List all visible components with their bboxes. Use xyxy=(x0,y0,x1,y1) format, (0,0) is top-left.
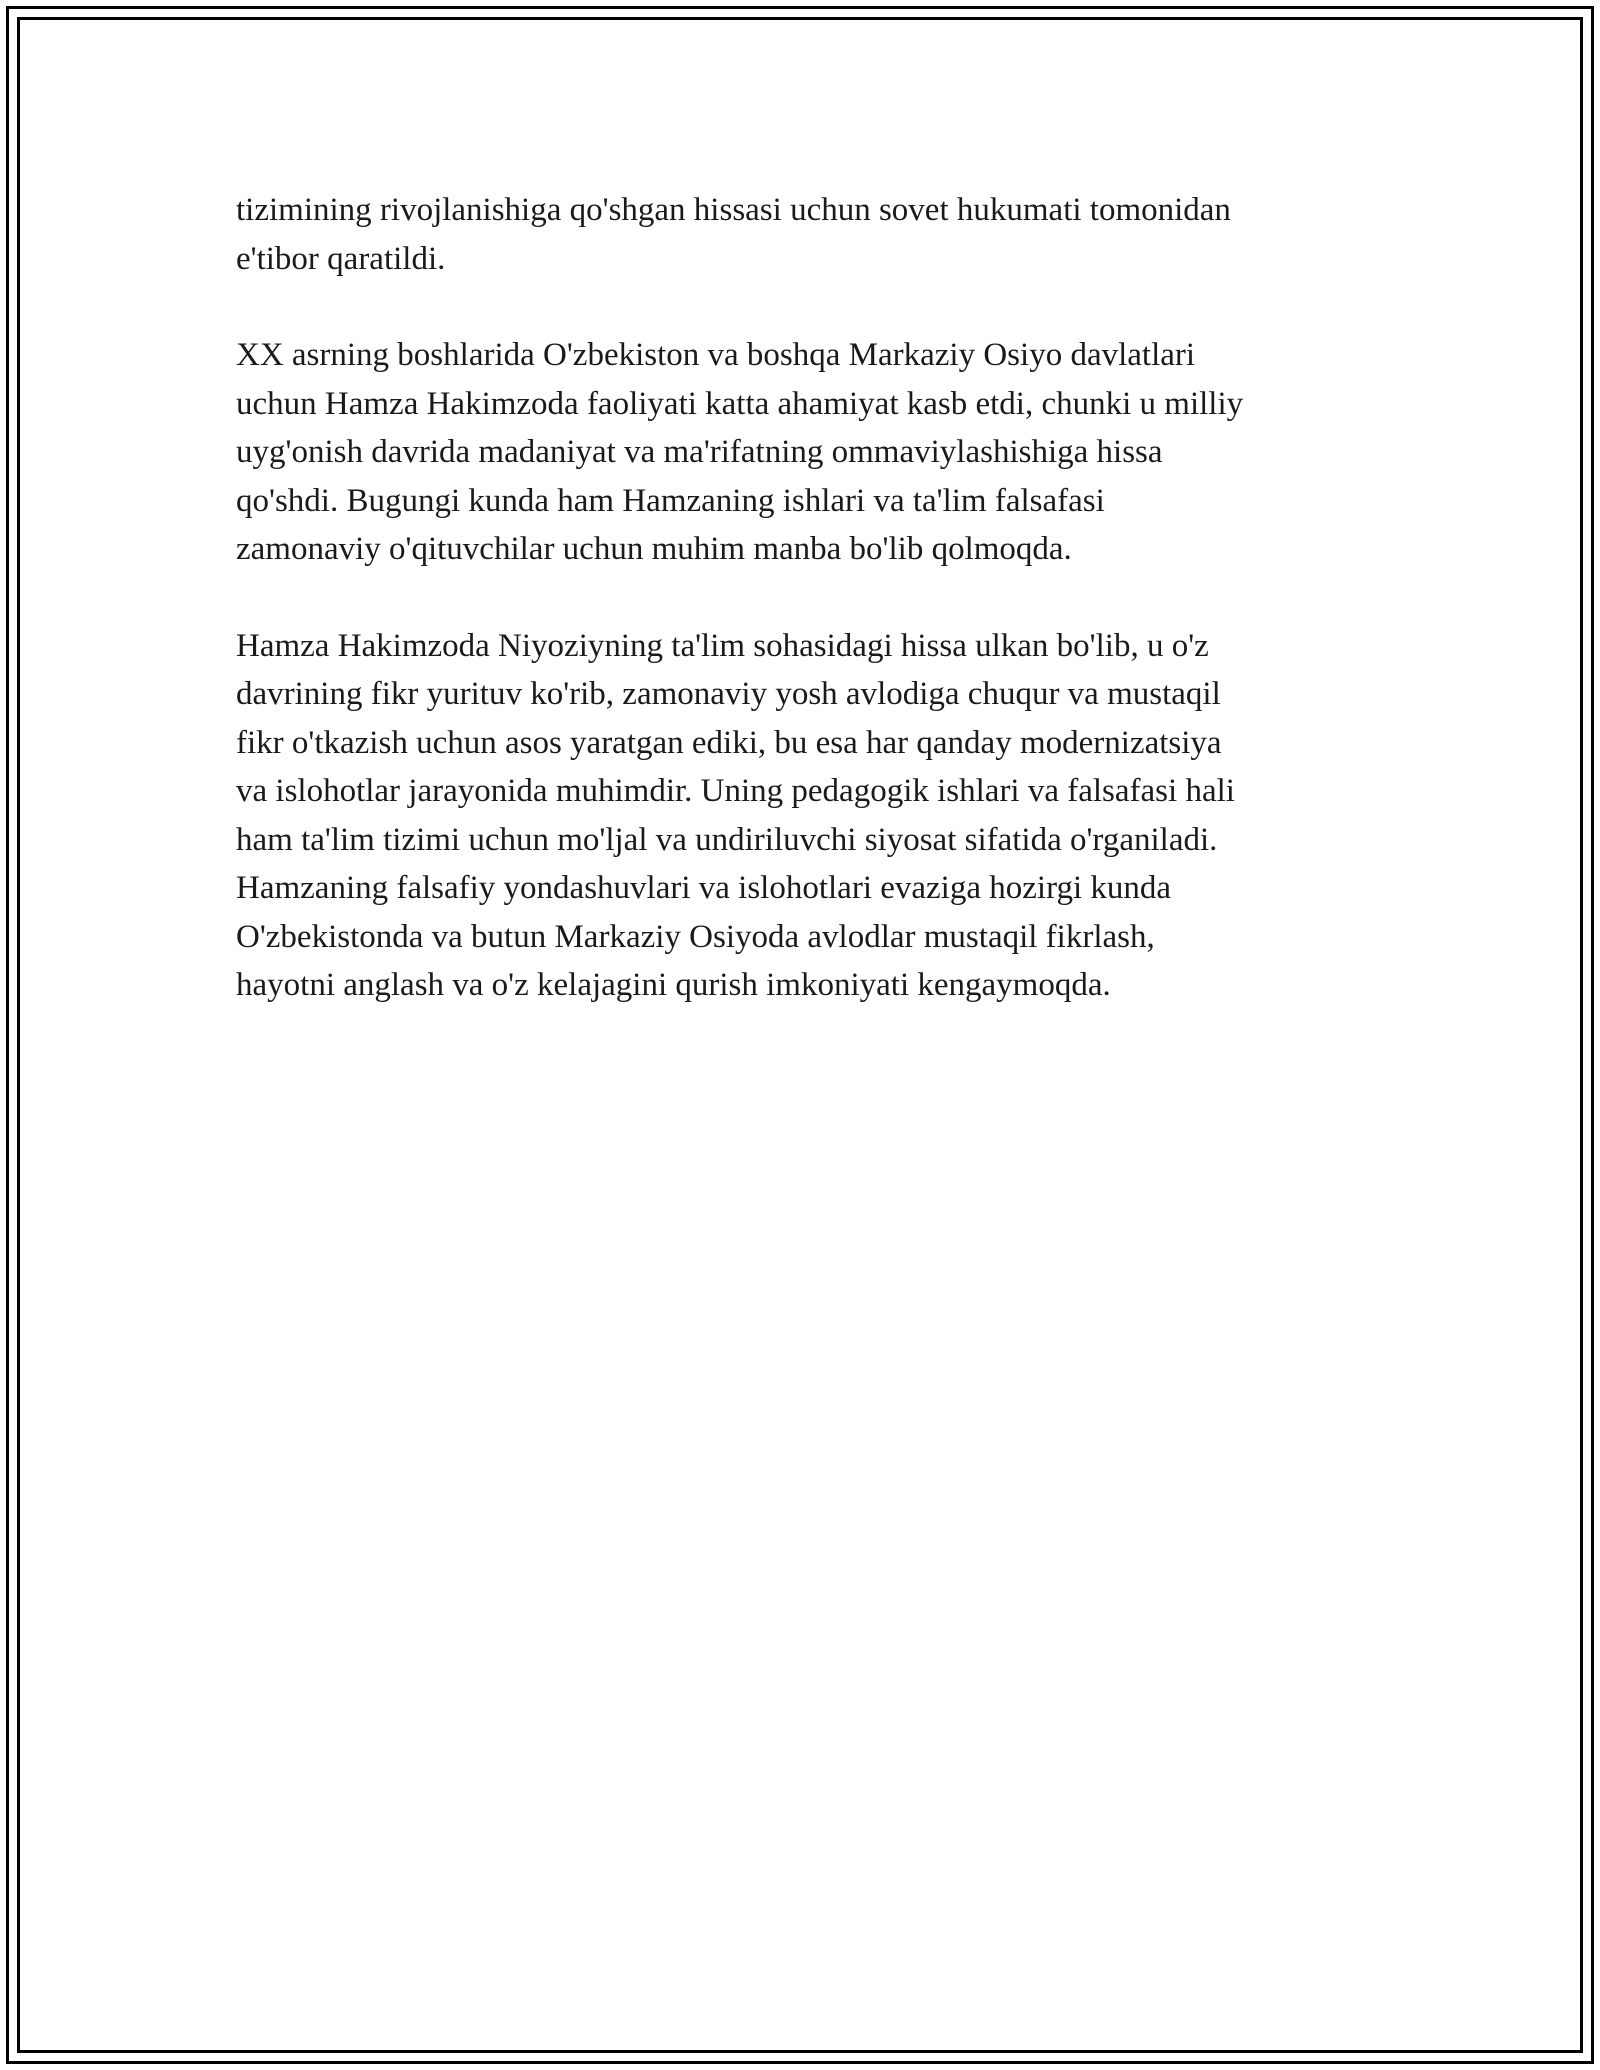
paragraph-3: Hamza Hakimzoda Niyoziyning ta'lim sohasidagi hissa ulkan bo'lib, u o'z davrining fikr yurituv ko'rib, zamonaviy yosh avlodiga chuqur va mustaqil fikr o'tkazish uchun asos yaratgan ediki, bu esa har qanday modernizatsiya va islohotlar jarayonida muhimdir. Uning pedagogik ishlari va falsafasi hali ham ta'lim tizimi uchun mo'ljal va undiriluvchi siyosat sifatida o'rganiladi. Hamzaning falsafiy yondashuvlari va islohotlari evaziga hozirgi kunda O'zbekistonda va butun Markaziy Osiyoda avlodlar mustaqil fikrlash, hayotni anglash va o'z kelajagini qurish imkoniyati kengaymoqda. xyxy=(236,627,1235,1003)
paragraph-1: tizimining rivojlanishiga qo'shgan hissasi uchun sovet hukumati tomonidan e'tibor qaratildi. xyxy=(236,192,1231,277)
paragraph-2: XX asrning boshlarida O'zbekiston va boshqa Markaziy Osiyo davlatlari uchun Hamza Hakimzoda faoliyati katta ahamiyat kasb etdi, chunki u milliy uyg'onish davrida madaniyat va ma'rifatning ommaviylashishiga hissa qo'shdi. Bugungi kunda ham Hamzaning ishlari va ta'lim falsafasi zamonaviy o'qituvchilar uchun muhim manba bo'lib qolmoqda. xyxy=(236,337,1244,567)
document-body xyxy=(236,186,1376,1058)
